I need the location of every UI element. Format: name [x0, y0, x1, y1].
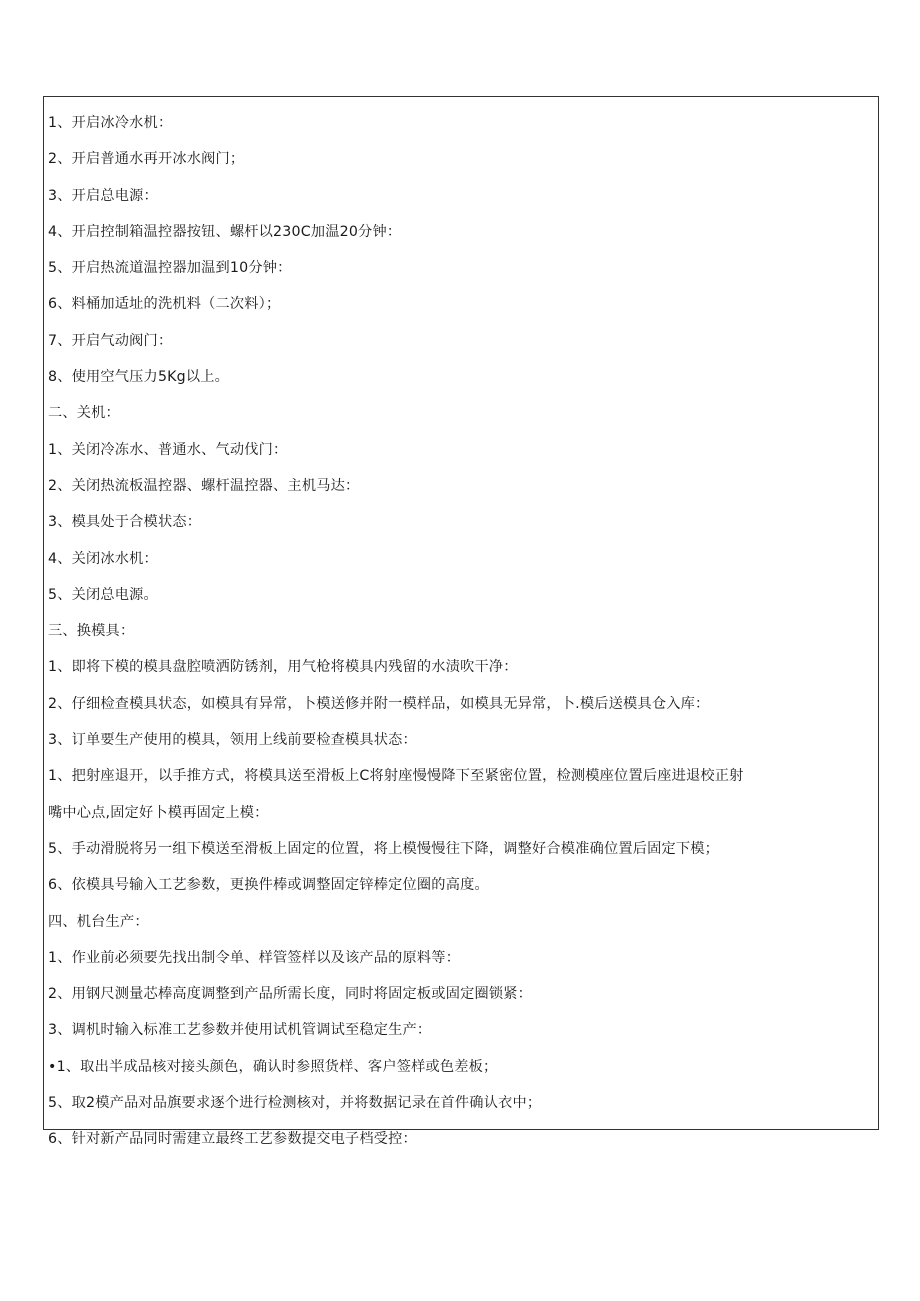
text-line: 1、开启冰冷水机：	[48, 115, 173, 131]
text-line: 2、开启普通水再开冰水阀门；	[48, 151, 245, 168]
text-line: 8、使用空气压力5Kg以上。	[48, 369, 230, 386]
text-line: 6、针对新产品同时需建立最终工艺参数提交电子档受控：	[48, 1131, 417, 1148]
text-line: 5、取2模产品对品旗要求逐个进行检测核对，并将数据记录在首件确认衣中；	[48, 1095, 542, 1112]
text-line: 2、仔细检查模具状态，如模具有异常，卜模送修并附一模样品，如模具无异常，卜.模后送模具仓入库：	[48, 695, 710, 712]
text-line: 7、开启气动阀门：	[48, 332, 173, 349]
text-line: 6、依模具号输入工艺参数，更换件棒或调整固定锌棒定位圈的高度。	[48, 877, 489, 894]
text-line: 5、手动滑脱将另一组下模送至滑板上固定的位置，将上模慢慢往下降，调整好合模准确位置后固定下模；	[48, 840, 720, 857]
text-line: 6、料桶加适址的洗机料（二次料）；	[48, 296, 281, 313]
section-heading: 四、机台生产：	[48, 913, 149, 930]
text-line: 1、把射座退开，以手推方式，将模具送至滑板上C将射座慢慢降下至紧密位置，检测模座位置后座进退校正射	[48, 768, 744, 785]
text-line: 3、开启总电源：	[48, 187, 158, 204]
text-line: 3、订单要生产使用的模具，领用上线前要检查模具状态：	[48, 732, 417, 749]
text-line: 5、关闭总电源。	[48, 586, 158, 603]
procedure-document	[43, 96, 879, 1148]
section-heading: 三、换模具：	[48, 623, 135, 640]
section-heading: 二、关机：	[48, 405, 120, 422]
text-line: 2、关闭热流板温控器、螺杆温控器、主机马达：	[48, 477, 360, 494]
text-line: 嘴中心点,固定好卜模再固定上模：	[48, 804, 269, 821]
text-line: •1、取出半成品核对接头颜色，确认时参照货样、客户签样或色差板；	[48, 1058, 498, 1075]
text-line: 1、作业前必须要先找出制令单、样管签样以及该产品的原料等：	[48, 949, 461, 966]
text-line: 3、调机时输入标准工艺参数并使用试机管调试至稳定生产：	[48, 1022, 432, 1039]
text-line: 3、模具处于合模状态：	[48, 514, 202, 531]
text-line: 5、开启热流道温控器加温到10分钟：	[48, 260, 292, 277]
text-line: 2、用钢尺测量芯棒高度调整到产品所需长度，同时将固定板或固定圈锁紧：	[48, 986, 533, 1003]
text-line: 4、关闭冰水机：	[48, 550, 158, 567]
text-line: 1、关闭冷冻水、普通水、气动伐门：	[48, 441, 288, 458]
text-line: 4、开启控制箱温控器按钮、螺杆以230C加温20分钟：	[48, 223, 402, 240]
text-line: 1、即将下模的模具盘腔喷洒防锈剂，用气枪将模具内残留的水渍吹干净：	[48, 659, 518, 676]
